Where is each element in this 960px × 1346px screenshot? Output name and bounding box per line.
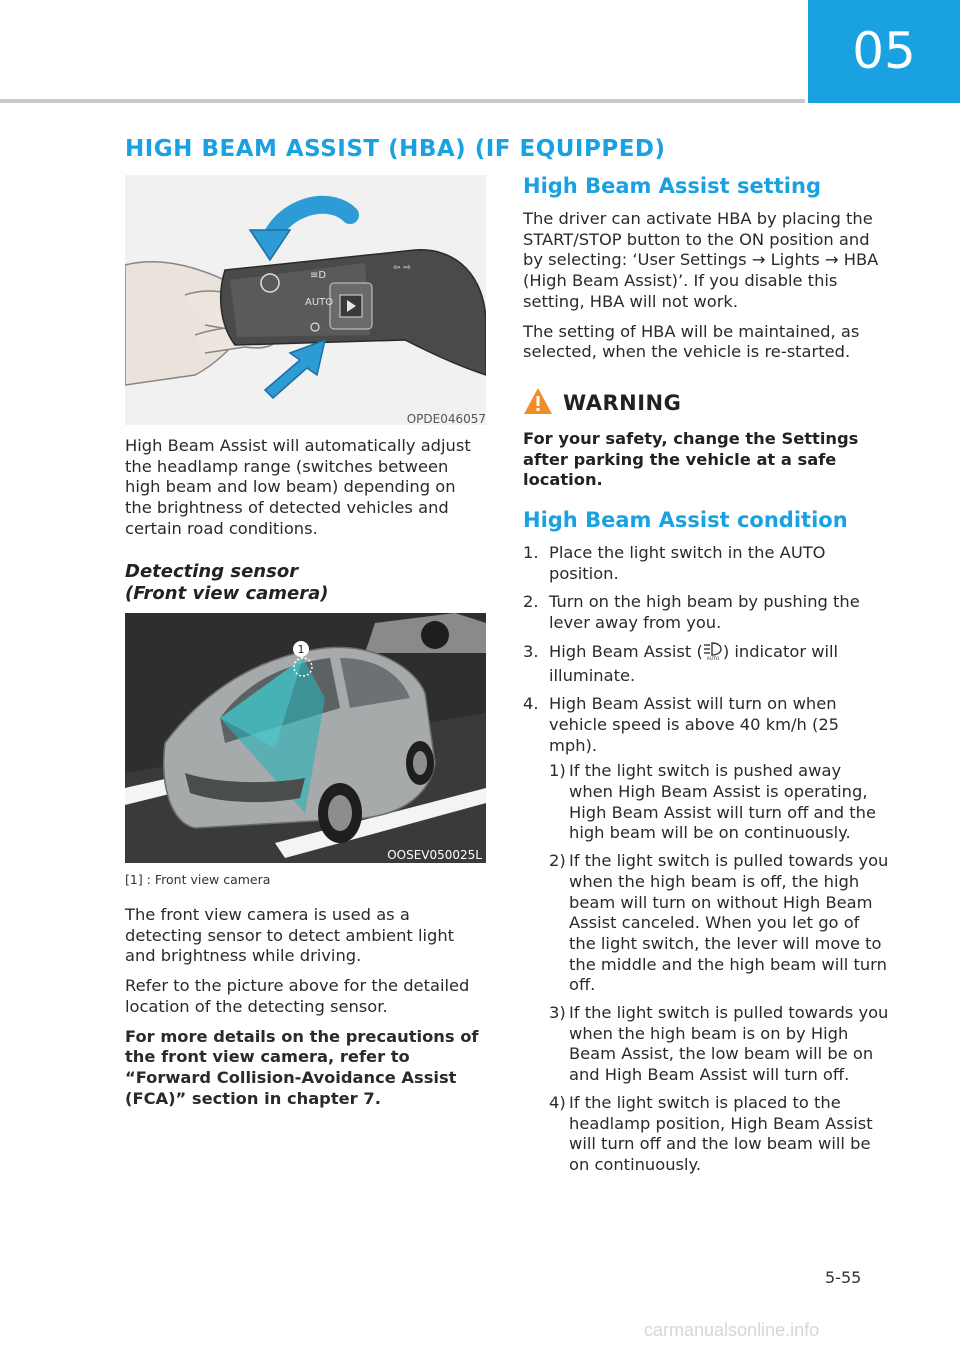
setting-block — [523, 173, 889, 372]
condition-heading: High Beam Assist condition — [523, 508, 848, 532]
precautions-paragraph: For more details on the precautions of the front view camera, refer to “Forward Collision-Avoidance Assist (FCA)” section in chapter 7. — [125, 1026, 479, 1108]
intro-paragraph: High Beam Assist will automatically adjust the headlamp range (switches between high beam and low beam) depending on the brightness of detected vehicles and certain road conditions. — [125, 436, 471, 538]
figure-2-caption-block — [125, 872, 486, 887]
section-title: HIGH BEAM ASSIST (HBA) (IF EQUIPPED) — [125, 136, 666, 162]
camera-paragraph: The front view camera is used as a detecting sensor to detect ambient light and brightness while driving. — [125, 905, 455, 966]
chapter-tab: 05 — [808, 0, 960, 103]
left-intro-block — [125, 436, 486, 549]
page-number: 5-55 — [825, 1268, 862, 1287]
warning-title: WARNING — [563, 391, 682, 415]
figure-1-code: OPDE046057 — [406, 412, 486, 426]
warning-triangle-icon — [523, 387, 553, 419]
sensor-heading-line-1: Detecting sensor — [125, 561, 299, 582]
setting-paragraph-1: The driver can activate HBA by placing the START/STOP button to the ON position and by selecting: ‘User Settings → Lights → HBA (High Beam Assist)’. If you disable this setting, HBA will not work. — [523, 209, 879, 311]
condition-block — [523, 507, 889, 1184]
left-lower-block — [125, 905, 486, 1118]
location-paragraph: Refer to the picture above for the detailed location of the detecting sensor. — [125, 976, 470, 1016]
setting-paragraph-2: The setting of HBA will be maintained, as selected, when the vehicle is re-started. — [523, 321, 860, 362]
warning-header — [523, 387, 889, 419]
figure-light-lever — [125, 175, 486, 425]
svg-text:AUTO: AUTO — [706, 656, 720, 660]
figure-front-camera — [125, 613, 486, 863]
setting-heading: High Beam Assist setting — [523, 174, 821, 198]
figure-2-caption: [1] : Front view camera — [125, 872, 271, 887]
sensor-heading — [125, 561, 486, 605]
list-item: 4) If the light switch is placed to the headlamp position, High Beam Assist will turn off and the low beam will be on continuously. — [549, 1092, 873, 1174]
warning-block — [523, 387, 889, 491]
svg-text:≡D: ≡D — [310, 270, 327, 281]
condition-steps — [523, 543, 889, 1176]
list-item: 2. Turn on the high beam by pushing the lever away from you. — [523, 592, 860, 633]
sub-steps — [549, 761, 889, 1175]
header-rule — [0, 99, 805, 103]
svg-text:⇦ ⇨: ⇦ ⇨ — [393, 263, 411, 273]
camera-marker-label: 1 — [297, 643, 305, 656]
list-item: 4. High Beam Assist will turn on when vehicle speed is above 40 km/h (25 mph). 1) If the light switch is pushed away when High Beam Assist is operating, High Beam Assist will turn off and the high beam will be on continuously. 2) If the light switch is pulled towards you when the high beam is off, the high beam will turn on without High Beam Assist canceled. When you let go of the light switch, the lever will move to the middle and the high beam will turn off. 3) If the light switch is pulled towards you when the high beam is on by High Beam Assist, the low beam will be on and High Beam Assist will turn off. 4) If the light switch is placed to the headlamp position, High Beam Assist will turn off and the low beam will be on continuously. — [523, 694, 889, 1174]
warning-text: For your safety, change the Settings after parking the vehicle at a safe location. — [523, 429, 859, 490]
list-item: 1. Place the light switch in the AUTO position. — [523, 543, 826, 583]
sensor-heading-line-2: (Front view camera) — [125, 583, 329, 604]
figure-2-code: OOSEV050025L — [387, 848, 482, 862]
list-item: 1) If the light switch is pushed away when High Beam Assist is operating, High Beam Assist will turn off and the high beam will be on continuously. — [549, 761, 877, 843]
list-item: 3) If the light switch is pulled towards you when the high beam is on by High Beam Assist, the low beam will be on and High Beam Assist will turn off. — [549, 1003, 889, 1085]
list-item: 2) If the light switch is pulled towards you when the high beam is off, the high beam will turn on without High Beam Assist canceled. When you let go of the light switch, the lever will move to the middle and the high beam will turn off. — [549, 851, 889, 995]
svg-text:AUTO: AUTO — [305, 297, 334, 308]
list-item: 3. High Beam Assist ( AUTO ) indicator will illuminate. — [523, 641, 839, 685]
hba-indicator-icon — [703, 642, 723, 666]
watermark: carmanualsonline.info — [644, 1320, 820, 1340]
